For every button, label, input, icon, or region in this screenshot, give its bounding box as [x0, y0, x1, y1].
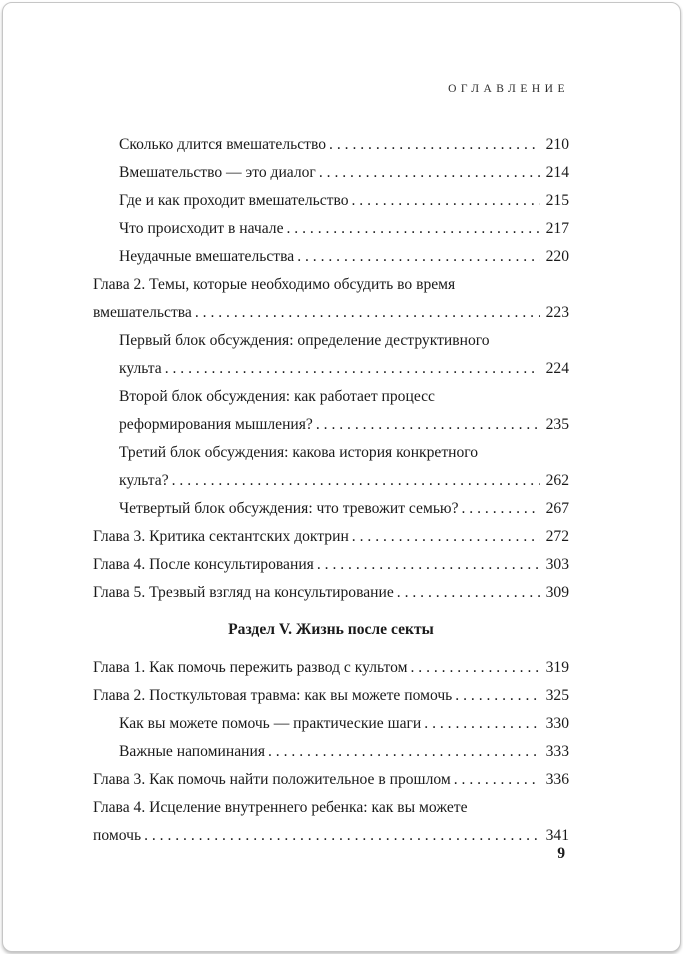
- toc-line: [93, 411, 569, 439]
- toc-entry-title: Глава 4. Исцеление внутреннего ребенка: как вы можете: [93, 799, 468, 816]
- dot-leader: [172, 467, 540, 495]
- toc-entry-title: Глава 2. Темы, которые необходимо обсудить во время: [93, 276, 456, 293]
- toc-entry-title: Где и как проходит вмешательство: [119, 192, 349, 209]
- toc-entry: [93, 327, 569, 383]
- toc-line: [93, 355, 569, 383]
- toc-line: [93, 766, 569, 794]
- toc-entry-page: 333: [545, 743, 569, 760]
- toc-line: [93, 215, 569, 243]
- toc-line: [93, 439, 569, 467]
- dot-leader: [297, 243, 539, 271]
- toc-entry: [93, 766, 569, 794]
- toc-entry-title: Второй блок обсуждения: как работает процесс: [119, 388, 435, 405]
- toc-entry: [93, 271, 569, 327]
- toc-entry-page: 262: [545, 472, 569, 489]
- toc-entry-title: Как вы можете помочь — практические шаги: [119, 715, 422, 732]
- dot-leader: [329, 131, 540, 159]
- toc-entry: [93, 579, 569, 607]
- toc-entry: [93, 187, 569, 215]
- dot-leader: [287, 215, 540, 243]
- toc-entry: [93, 215, 569, 243]
- toc-entry-title: помочь: [93, 827, 142, 844]
- toc-entry-title: Четвертый блок обсуждения: что тревожит семью?: [119, 500, 459, 517]
- dot-leader: [165, 355, 540, 383]
- toc-entry: [93, 654, 569, 682]
- toc: [93, 131, 569, 850]
- toc-entry: [93, 794, 569, 850]
- toc-line: [93, 299, 569, 327]
- dot-leader: [195, 299, 540, 327]
- toc-entry-title: Глава 4. После консультирования: [93, 556, 314, 573]
- toc-entry: [93, 523, 569, 551]
- toc-line: [93, 159, 569, 187]
- toc-entry-page: 341: [545, 827, 569, 844]
- toc-line: [93, 467, 569, 495]
- toc-entry-title: Глава 1. Как помочь пережить развод с культом: [93, 659, 408, 676]
- section-heading: Раздел V. Жизнь после секты: [228, 621, 434, 638]
- dot-leader: [352, 187, 540, 215]
- toc-entry: [93, 383, 569, 439]
- dot-leader: [454, 766, 540, 794]
- toc-entry-page: 330: [545, 715, 569, 732]
- toc-entry-title: культа: [119, 360, 162, 377]
- dot-leader: [316, 411, 540, 439]
- toc-entry-page: 210: [545, 136, 569, 153]
- toc-entry-title: Глава 3. Как помочь найти положительное в прошлом: [93, 771, 451, 788]
- toc-entry: [93, 710, 569, 738]
- toc-entry-page: 336: [545, 771, 569, 788]
- toc-entry: [93, 551, 569, 579]
- toc-entry-title: культа?: [119, 472, 169, 489]
- toc-entry-page: 223: [545, 304, 569, 321]
- dot-leader: [410, 654, 539, 682]
- toc-entry-page: 215: [545, 192, 569, 209]
- toc-entry-title: вмешательства: [93, 304, 192, 321]
- toc-entry-title: Глава 3. Критика сектантских доктрин: [93, 528, 349, 545]
- toc-entry-title: Вмешательство — это диалог: [119, 164, 316, 181]
- toc-entry-title: Третий блок обсуждения: какова история конкретного: [119, 444, 479, 461]
- dot-leader: [462, 495, 540, 523]
- toc-line: [93, 654, 569, 682]
- toc-entry: [93, 439, 569, 495]
- toc-entry-page: 325: [545, 687, 569, 704]
- toc-line: [93, 738, 569, 766]
- toc-line: [93, 682, 569, 710]
- toc-entry-title: Сколько длится вмешательство: [119, 136, 327, 153]
- toc-entry-page: 319: [545, 659, 569, 676]
- dot-leader: [424, 710, 539, 738]
- toc-line: [93, 187, 569, 215]
- toc-entry: [93, 131, 569, 159]
- toc-line: [93, 551, 569, 579]
- toc-entry: [93, 243, 569, 271]
- toc-entry-title: Глава 5. Трезвый взгляд на консультирование: [93, 584, 394, 601]
- running-head: ОГЛАВЛЕНИЕ: [448, 83, 569, 95]
- dot-leader: [455, 682, 539, 710]
- toc-line: [93, 271, 569, 299]
- toc-entry-page: 272: [545, 528, 569, 545]
- toc-line: [93, 579, 569, 607]
- toc-line: [93, 383, 569, 411]
- toc-entry: [93, 738, 569, 766]
- toc-entry-page: 309: [545, 584, 569, 601]
- toc-line: [93, 243, 569, 271]
- toc-line: [93, 710, 569, 738]
- dot-leader: [319, 159, 540, 187]
- toc-entry-title: Неудачные вмешательства: [119, 248, 295, 265]
- toc-entry-title: реформирования мышления?: [119, 416, 313, 433]
- toc-entry: [93, 495, 569, 523]
- toc-entry-page: 220: [545, 248, 569, 265]
- toc-line: [93, 327, 569, 355]
- toc-entry-page: 214: [545, 164, 569, 181]
- toc-entry-page: 217: [545, 220, 569, 237]
- dot-leader: [317, 551, 540, 579]
- toc-entry-title: Важные напоминания: [119, 743, 265, 760]
- dot-leader: [352, 523, 540, 551]
- toc-entry-page: 235: [545, 416, 569, 433]
- toc-entry: [93, 159, 569, 187]
- toc-line: [93, 495, 569, 523]
- toc-entry-page: 303: [545, 556, 569, 573]
- toc-entry-title: Что происходит в начале: [119, 220, 284, 237]
- book-page: [2, 2, 681, 952]
- page-number: 9: [557, 845, 565, 862]
- toc-line: [93, 794, 569, 822]
- dot-leader: [397, 579, 540, 607]
- dot-leader: [268, 738, 540, 766]
- toc-entry-title: Первый блок обсуждения: определение деструктивного: [119, 332, 490, 349]
- toc-entry-page: 224: [545, 360, 569, 377]
- toc-entry-title: Глава 2. Посткультовая травма: как вы можете помочь: [93, 687, 453, 704]
- toc-line: [93, 131, 569, 159]
- toc-entry-page: 267: [545, 500, 569, 517]
- toc-line: [93, 523, 569, 551]
- toc-entry: [93, 682, 569, 710]
